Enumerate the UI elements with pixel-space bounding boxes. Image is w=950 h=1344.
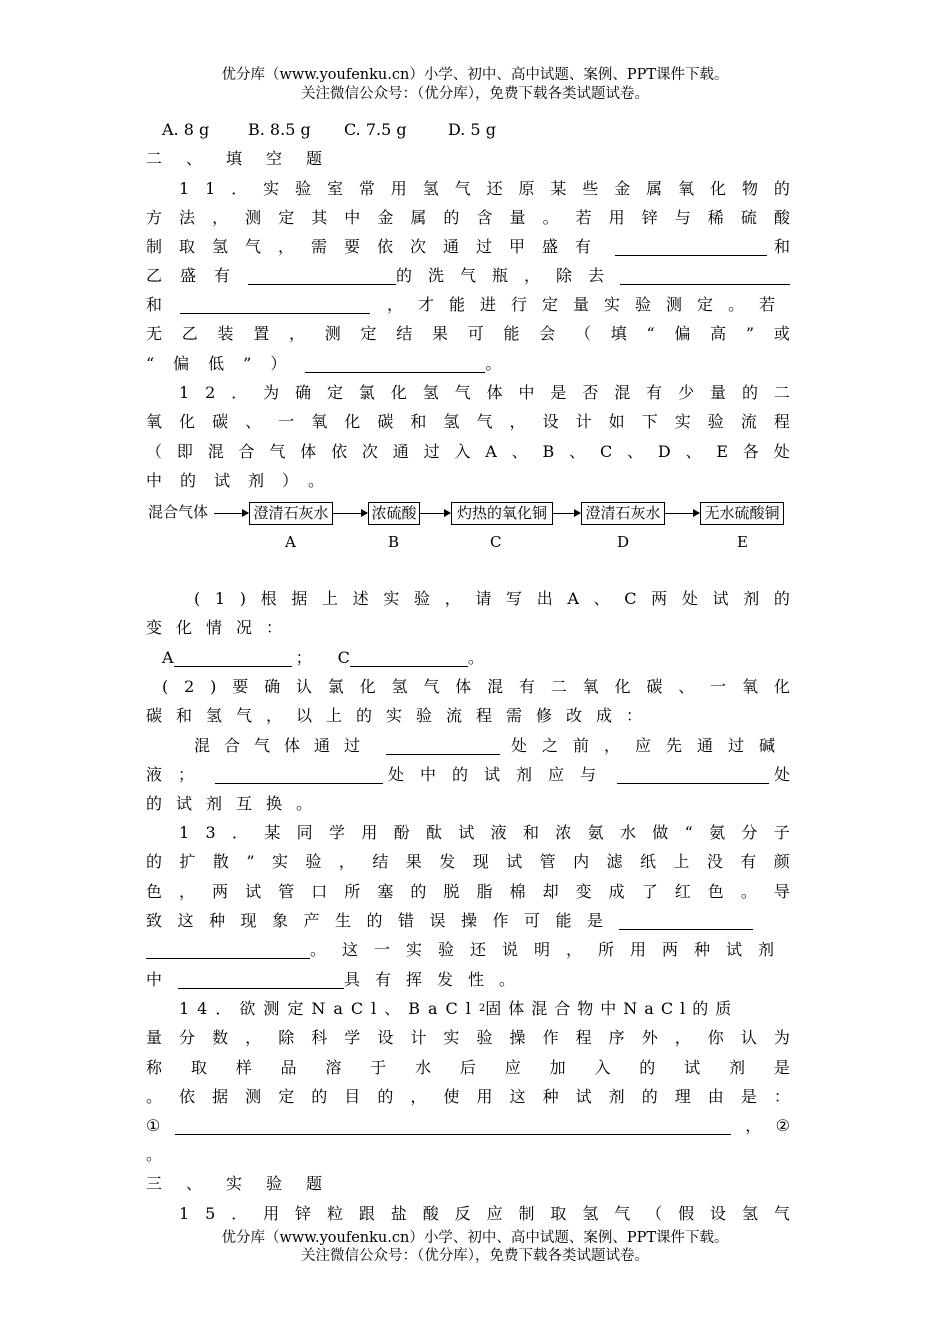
q12-p2-line-4 — [146, 763, 790, 787]
footer-line-2: 关注微信公众号：（优分库），免费下载各类试题试卷。 — [301, 1248, 649, 1264]
q11-blank-2[interactable] — [248, 267, 396, 285]
flow-label-a: A — [285, 533, 296, 551]
q11-line-4 — [146, 264, 790, 288]
flow-label-c: C — [490, 533, 502, 551]
q13-blank-1-cont[interactable] — [146, 941, 310, 959]
q13-line-3: 色 ， 两 试 管 口 所 塞 的 脱 脂 棉 却 变 成 了 红 色 。 导 — [146, 882, 790, 901]
q11-line-1: 1 1 ． 实 验 室 常 用 氢 气 还 原 某 些 金 属 氧 化 物 的 — [179, 179, 790, 198]
q12-line-4: 中的试剂）。 — [146, 471, 343, 490]
q14-l1b: 固体混合物中NaCl的质 — [485, 999, 739, 1018]
q14-line-2: 量 分 数 ， 除 科 学 设 计 实 验 操 作 程 序 外 ， 你 认 为 — [146, 1028, 790, 1047]
q12-blank-p2-3[interactable] — [617, 766, 769, 784]
flow-arrow-1 — [214, 513, 248, 514]
q11-l7a: “偏低”） — [146, 354, 306, 373]
q12-p2-l4a: 液； — [146, 765, 211, 784]
q14-l1sub: 2 — [478, 1003, 486, 1014]
q10-options — [162, 118, 662, 142]
q13-line-2: 的 扩 散 ” 实 验 ， 结 果 发 现 试 管 内 滤 纸 上 没 有 颜 — [146, 852, 790, 871]
option-a: A. 8 g — [162, 120, 210, 139]
q12-p1-sep: ； — [295, 648, 312, 667]
q12-p1-a: A — [162, 648, 174, 667]
q11-line-6: 无 乙 装 置 ， 测 定 结 果 可 能 会 （ 填 “ 偏 高 ” 或 — [146, 324, 790, 343]
q11-line-2: 方 法 ， 测 定 其 中 金 属 的 含 量 。 若 用 锌 与 稀 硫 酸 — [146, 208, 790, 227]
q11-line-3 — [146, 235, 790, 259]
option-c: C. 7.5 g — [344, 120, 407, 139]
q11-line-5 — [146, 293, 790, 317]
q15-line-1: 1 5 ． 用 锌 粒 跟 盐 酸 反 应 制 取 氢 气 （ 假 设 氢 气 — [179, 1204, 790, 1223]
flow-label-e: E — [737, 533, 748, 551]
q12-blank-a[interactable] — [174, 649, 292, 667]
q13-l4: 致这种现象产生的错误操作可能是 — [146, 911, 619, 930]
q14-line-3: 称 取 样 品 溶 于 水 后 应 加 入 的 试 剂 是 — [146, 1058, 790, 1077]
flow-box-e: 无水硫酸铜 — [700, 502, 784, 525]
q14-line-6: 。 — [146, 1145, 163, 1164]
q12-p2-l4b: 处中的试剂应与 — [387, 765, 612, 784]
q11-blank-1[interactable] — [615, 238, 767, 256]
header-line-1: 优分库（www.youfenku.cn）小学、初中、高中试题、案例、PPT课件下载。 — [221, 67, 729, 83]
q13-line-5 — [146, 938, 790, 962]
q13-l5: 。这一实验还说明，所用两种试剂 — [309, 940, 790, 959]
q13-blank-2[interactable] — [178, 971, 344, 989]
q12-p1-line-1: ( 1 ) 根 据 上 述 实 验 ， 请 写 出 A 、 C 两 处 试 剂 的 — [194, 589, 790, 608]
q12-blank-p2-1[interactable] — [386, 737, 500, 755]
flow-label-b: B — [388, 533, 400, 551]
q14-l5b: ， — [745, 1116, 762, 1135]
flow-box-c: 灼热的氧化铜 — [451, 502, 553, 525]
section-fill-title: 二、填空题 — [146, 149, 347, 168]
q13-line-1: 1 3 ． 某 同 学 用 酚 酞 试 液 和 浓 氨 水 做 “ 氨 分 子 — [179, 823, 790, 842]
flow-box-d: 澄清石灰水 — [581, 502, 665, 525]
q12-line-2: 氧 化 碳 、 一 氧 化 碳 和 氢 气 ， 设 计 如 下 实 验 流 程 — [146, 412, 790, 431]
q11-l5b: ，才能进行定量实验测定。若 — [386, 295, 790, 314]
q12-line-1: 1 2 ． 为 确 定 氯 化 氢 气 体 中 是 否 混 有 少 量 的 二 — [179, 383, 790, 402]
q12-p2-line-3 — [194, 734, 790, 758]
experiment-flow-diagram — [146, 498, 796, 558]
flow-box-a: 澄清石灰水 — [249, 502, 333, 525]
q14-l5a: ① — [146, 1116, 161, 1135]
flow-arrow-4 — [553, 513, 580, 514]
q14-l5c: ② — [775, 1116, 790, 1135]
q12-p2-l4c: 处 — [773, 765, 790, 784]
flow-start-label: 混合气体 — [148, 503, 209, 521]
q11-l5a: 和 — [146, 295, 163, 314]
flow-arrow-3 — [420, 513, 450, 514]
flow-box-b: 浓硫酸 — [368, 502, 420, 525]
q11-l4a: 乙盛有 — [146, 266, 249, 285]
section-experiment-title: 三、实验题 — [146, 1174, 347, 1193]
q13-blank-1[interactable] — [619, 912, 753, 930]
q12-p2-line-5: 的试剂互换。 — [146, 794, 327, 813]
header-line-2: 关注微信公众号：（优分库），免费下载各类试题试卷。 — [301, 86, 649, 102]
q13-line-6 — [146, 968, 790, 992]
q12-p1-end: 。 — [467, 648, 484, 667]
flow-label-d: D — [617, 533, 630, 551]
q12-p2-line-2: 碳和氢气，以上的实验流程需修改成： — [146, 706, 657, 725]
q12-p2-l3b: 处之前，应先通过碱 — [510, 736, 790, 755]
q14-line-1 — [179, 997, 790, 1021]
q14-blank-1[interactable] — [175, 1117, 731, 1135]
q11-l3a: 制取氢气，需要依次通过甲盛有 — [146, 237, 609, 256]
q13-line-4 — [146, 909, 790, 933]
q13-l6b: 具有挥发性。 — [344, 970, 531, 989]
q11-line-7 — [146, 352, 790, 376]
q12-p1-line-2: 变化情况： — [146, 618, 297, 637]
q11-l3b: 和 — [773, 237, 790, 256]
q14-l1a: 14．欲测定NaCl、BaCl — [179, 999, 479, 1018]
q12-p1-c: C — [337, 648, 350, 667]
q12-blank-c[interactable] — [350, 649, 468, 667]
q13-l6a: 中 — [146, 970, 163, 989]
q14-line-5 — [146, 1114, 790, 1138]
q11-l4b: 的洗气瓶，除去 — [396, 266, 621, 285]
q12-p2-line-1: ( 2 ) 要 确 认 氯 化 氢 气 体 混 有 二 氧 化 碳 、 一 氧 化 — [162, 677, 790, 696]
option-d: D. 5 g — [448, 120, 496, 139]
q12-p1-line-3 — [162, 646, 806, 670]
q14-line-4: 。 依 据 测 定 的 目 的 ， 使 用 这 种 试 剂 的 理 由 是 ： — [146, 1087, 790, 1106]
flow-arrow-5 — [665, 513, 699, 514]
q12-p2-l3a: 混合气体通过 — [194, 736, 375, 755]
flow-arrow-2 — [333, 513, 367, 514]
q12-line-3: （ 即 混 合 气 体 依 次 通 过 入 A 、 B 、 C 、 D 、 E 各 处 — [146, 442, 790, 461]
q11-l7b: 。 — [485, 354, 502, 373]
option-b: B. 8.5 g — [248, 120, 311, 139]
footer-line-1: 优分库（www.youfenku.cn）小学、初中、高中试题、案例、PPT课件下载。 — [221, 1230, 729, 1246]
q11-blank-5[interactable] — [305, 355, 485, 373]
q12-blank-p2-2[interactable] — [215, 766, 383, 784]
q11-blank-3[interactable] — [620, 267, 790, 285]
q11-blank-4[interactable] — [180, 296, 370, 314]
